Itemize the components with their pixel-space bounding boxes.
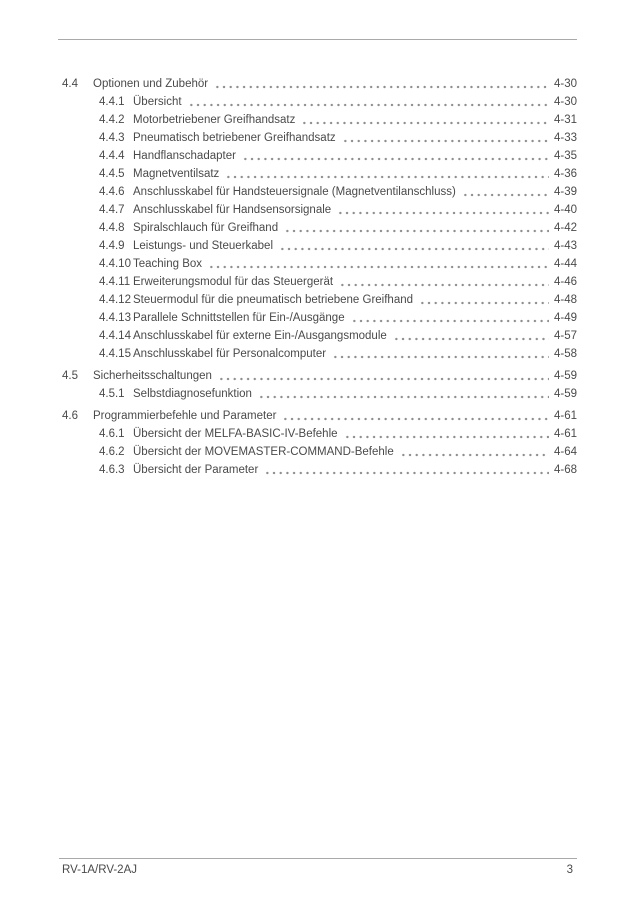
toc-entry-title: Anschlusskabel für Handsteuersignale (Magnetventilanschluss) bbox=[133, 186, 456, 198]
toc-entry-number: 4.4.14 bbox=[99, 330, 131, 342]
toc-entry-number: 4.4.1 bbox=[99, 96, 125, 108]
dot-leader bbox=[187, 93, 549, 111]
toc-entry-number: 4.4 bbox=[62, 78, 78, 90]
toc-entry-number: 4.6 bbox=[62, 410, 78, 422]
toc-entry-page: 4-57 bbox=[553, 330, 577, 342]
dot-leader bbox=[217, 367, 549, 385]
dot-leader bbox=[399, 443, 549, 461]
toc-entry bbox=[62, 385, 577, 403]
toc-entry-number: 4.4.7 bbox=[99, 204, 125, 216]
toc-entry-title: Anschlusskabel für Handsensorsignale bbox=[133, 204, 332, 216]
dot-leader bbox=[257, 385, 549, 403]
toc-entry-title: Übersicht der MOVEMASTER-COMMAND-Befehle bbox=[133, 446, 394, 458]
toc-entry bbox=[62, 111, 577, 129]
toc-entry-page: 4-64 bbox=[553, 446, 577, 458]
toc-entry bbox=[62, 443, 577, 461]
toc-entry bbox=[62, 367, 577, 385]
table-of-contents bbox=[62, 75, 577, 479]
dot-leader bbox=[281, 407, 549, 425]
dot-leader bbox=[278, 237, 549, 255]
dot-leader bbox=[336, 201, 549, 219]
dot-leader bbox=[224, 165, 549, 183]
toc-entry-page: 4-36 bbox=[553, 168, 577, 180]
toc-entry-title: Spiralschlauch für Greifhand bbox=[133, 222, 279, 234]
toc-entry bbox=[62, 309, 577, 327]
dot-leader bbox=[331, 345, 549, 363]
toc-entry-page: 4-44 bbox=[553, 258, 577, 270]
toc-entry-page: 4-46 bbox=[553, 276, 577, 288]
toc-entry-title: Leistungs- und Steuerkabel bbox=[133, 240, 274, 252]
dot-leader bbox=[241, 147, 549, 165]
toc-entry-title: Selbstdiagnosefunktion bbox=[133, 388, 252, 400]
toc-entry-page: 4-31 bbox=[553, 114, 577, 126]
toc-entry-title: Übersicht der Parameter bbox=[133, 464, 259, 476]
footer-model-label: RV-1A/RV-2AJ bbox=[62, 864, 138, 876]
toc-entry-page: 4-40 bbox=[553, 204, 577, 216]
toc-entry-number: 4.4.12 bbox=[99, 294, 131, 306]
toc-entry bbox=[62, 407, 577, 425]
page-footer bbox=[62, 863, 573, 877]
toc-entry-number: 4.4.10 bbox=[99, 258, 131, 270]
toc-entry-page: 4-49 bbox=[553, 312, 577, 324]
toc-entry-page: 4-42 bbox=[553, 222, 577, 234]
toc-entry-title: Magnetventilsatz bbox=[133, 168, 220, 180]
toc-entry-page: 4-30 bbox=[553, 96, 577, 108]
toc-entry-title: Parallele Schnittstellen für Ein-/Ausgänge bbox=[133, 312, 345, 324]
toc-entry-number: 4.4.2 bbox=[99, 114, 125, 126]
toc-entry-page: 4-61 bbox=[553, 428, 577, 440]
toc-entry-number: 4.4.8 bbox=[99, 222, 125, 234]
toc-entry-page: 4-30 bbox=[553, 78, 577, 90]
dot-leader bbox=[418, 291, 549, 309]
toc-entry bbox=[62, 345, 577, 363]
footer-page-number: 3 bbox=[566, 864, 573, 876]
dot-leader bbox=[338, 273, 549, 291]
toc-entry-title: Anschlusskabel für Personalcomputer bbox=[133, 348, 327, 360]
toc-entry-number: 4.6.1 bbox=[99, 428, 125, 440]
toc-entry-title: Programmierbefehle und Parameter bbox=[93, 410, 277, 422]
dot-leader bbox=[283, 219, 549, 237]
toc-entry-page: 4-33 bbox=[553, 132, 577, 144]
toc-entry-page: 4-58 bbox=[553, 348, 577, 360]
dot-leader bbox=[300, 111, 549, 129]
toc-entry-page: 4-59 bbox=[553, 388, 577, 400]
toc-entry-number: 4.4.15 bbox=[99, 348, 131, 360]
dot-leader bbox=[392, 327, 549, 345]
toc-entry bbox=[62, 147, 577, 165]
toc-entry-title: Steuermodul für die pneumatisch betriebene Greifhand bbox=[133, 294, 414, 306]
toc-entry-number: 4.6.2 bbox=[99, 446, 125, 458]
dot-leader bbox=[343, 425, 549, 443]
toc-entry-number: 4.4.9 bbox=[99, 240, 125, 252]
toc-entry bbox=[62, 165, 577, 183]
dot-leader bbox=[263, 461, 549, 479]
toc-entry bbox=[62, 201, 577, 219]
toc-entry bbox=[62, 129, 577, 147]
toc-entry-page: 4-48 bbox=[553, 294, 577, 306]
toc-entry-page: 4-68 bbox=[553, 464, 577, 476]
toc-entry-title: Handflanschadapter bbox=[133, 150, 236, 162]
toc-entry-title: Pneumatisch betriebener Greifhandsatz bbox=[133, 132, 336, 144]
toc-entry bbox=[62, 237, 577, 255]
toc-entry bbox=[62, 183, 577, 201]
toc-entry-number: 4.6.3 bbox=[99, 464, 125, 476]
dot-leader bbox=[341, 129, 549, 147]
dot-leader bbox=[350, 309, 549, 327]
toc-entry-number: 4.5.1 bbox=[99, 388, 125, 400]
toc-entry-title: Sicherheitsschaltungen bbox=[93, 370, 212, 382]
footer-rule bbox=[59, 858, 577, 859]
dot-leader bbox=[461, 183, 549, 201]
toc-entry bbox=[62, 291, 577, 309]
dot-leader bbox=[213, 75, 549, 93]
toc-entry-number: 4.4.11 bbox=[99, 276, 131, 288]
toc-entry-title: Optionen und Zubehör bbox=[93, 78, 209, 90]
toc-entry-number: 4.4.3 bbox=[99, 132, 125, 144]
toc-entry-page: 4-61 bbox=[553, 410, 577, 422]
toc-entry-page: 4-39 bbox=[553, 186, 577, 198]
toc-entry-title: Übersicht bbox=[133, 96, 182, 108]
toc-entry-title: Motorbetriebener Greifhandsatz bbox=[133, 114, 296, 126]
toc-entry-title: Anschlusskabel für externe Ein-/Ausgangsmodule bbox=[133, 330, 387, 342]
toc-entry bbox=[62, 255, 577, 273]
toc-entry bbox=[62, 461, 577, 479]
toc-entry bbox=[62, 327, 577, 345]
toc-entry-title: Erweiterungsmodul für das Steuergerät bbox=[133, 276, 334, 288]
dot-leader bbox=[207, 255, 549, 273]
toc-entry bbox=[62, 425, 577, 443]
toc-entry-number: 4.5 bbox=[62, 370, 78, 382]
header-rule bbox=[58, 39, 577, 40]
toc-entry bbox=[62, 219, 577, 237]
toc-entry bbox=[62, 93, 577, 111]
toc-entry bbox=[62, 273, 577, 291]
toc-entry-number: 4.4.13 bbox=[99, 312, 131, 324]
toc-entry-title: Teaching Box bbox=[133, 258, 203, 270]
toc-entry-number: 4.4.4 bbox=[99, 150, 125, 162]
toc-entry-number: 4.4.5 bbox=[99, 168, 125, 180]
toc-entry-page: 4-59 bbox=[553, 370, 577, 382]
toc-entry-number: 4.4.6 bbox=[99, 186, 125, 198]
toc-entry-title: Übersicht der MELFA-BASIC-IV-Befehle bbox=[133, 428, 338, 440]
toc-entry-page: 4-35 bbox=[553, 150, 577, 162]
toc-entry bbox=[62, 75, 577, 93]
toc-entry-page: 4-43 bbox=[553, 240, 577, 252]
